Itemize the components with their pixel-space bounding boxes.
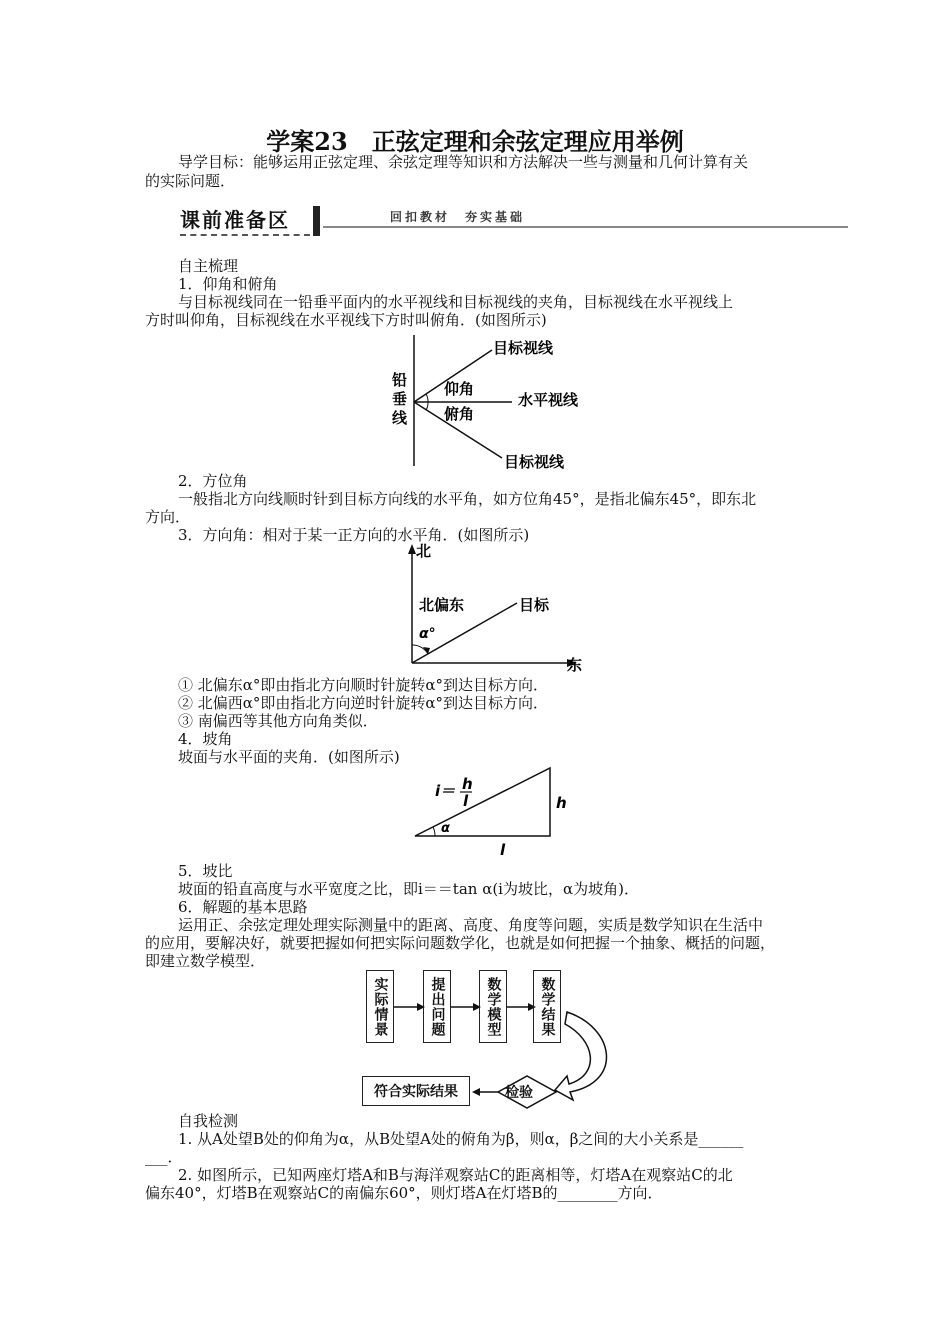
- question2-line-1: 2. 如图所示，已知两座灯塔A和B与海洋观察站C的距离相等，灯塔A在观察站C的北: [178, 1166, 733, 1184]
- east-label: 东: [567, 656, 583, 672]
- north-label: 北: [416, 542, 432, 560]
- item4-line-1: 坡面与水平面的夹角．(如图所示): [178, 748, 400, 766]
- page-title: 学案23 正弦定理和余弦定理应用举例: [266, 127, 684, 156]
- slope-ratio-i-label: i＝: [435, 782, 456, 800]
- question1-line-1: 1. 从A处望B处的仰角为α，从B处望A处的俯角为β，则α，β之间的大小关系是______: [178, 1130, 744, 1148]
- slope-ratio-numerator: h: [462, 775, 473, 793]
- goal-line-2: 的实际问题．: [145, 172, 236, 190]
- flow-box-real-situation: 实际情景: [366, 970, 394, 1043]
- item6-line-2: 的应用，要解决好，就要把握如何把实际问题数学化，也就是如何把握一个抽象、概括的问题，: [145, 934, 776, 952]
- item6-line-3: 即建立数学模型．: [145, 952, 266, 970]
- north-by-east-label: 北偏东: [419, 596, 465, 614]
- item1-line-2: 方时叫仰角，目标视线在水平视线下方时叫俯角．(如图所示): [145, 311, 547, 329]
- question2-line-2: 偏东40°，灯塔B在观察站C的南偏东60°，则灯塔A在灯塔B的________方向．: [145, 1184, 663, 1202]
- item3-point-1: ① 北偏东α°即由指北方向顺时针旋转α°到达目标方向．: [178, 676, 549, 694]
- item2-heading: 2．方位角: [178, 472, 248, 490]
- target-sightline-upper-label: 目标视线: [493, 339, 554, 357]
- target-label: 目标: [519, 596, 550, 614]
- section-heading-self-test: 自我检测: [178, 1112, 239, 1130]
- item4-heading: 4．坡角: [178, 730, 233, 748]
- flow-check-label: 检验: [505, 1085, 533, 1101]
- slope-angle-alpha-label: α: [441, 821, 450, 836]
- slope-ratio-denominator: l: [463, 792, 469, 810]
- item3-point-2: ② 北偏西α°即由指北方向逆时针旋转α°到达目标方向．: [178, 694, 549, 712]
- depression-angle-label: 俯角: [444, 405, 475, 423]
- item1-line-1: 与目标视线同在一铅垂平面内的水平视线和目标视线的夹角，目标视线在水平视线上: [178, 293, 734, 311]
- direction-angle-diagram: [395, 540, 590, 672]
- item3-point-3: ③ 南偏西等其他方向角类似．: [178, 712, 378, 730]
- banner-divider: [313, 206, 320, 236]
- vertical-label-1: 铅: [392, 371, 408, 389]
- banner-title: 课前准备区: [180, 204, 310, 236]
- goal-line-1: 导学目标：能够运用正弦定理、余弦定理等知识和方法解决一些与测量和几何计算有关: [178, 153, 749, 171]
- alpha-degree-label: α°: [419, 626, 436, 642]
- flow-box-real-result: 符合实际结果: [362, 1076, 470, 1106]
- banner-rule: [323, 226, 848, 228]
- item1-heading: 1．仰角和俯角: [178, 275, 278, 293]
- item2-line-1: 一般指北方向线顺时针到目标方向线的水平角，如方位角45°，是指北偏东45°，即东北: [178, 490, 757, 508]
- item6-line-1: 运用正、余弦定理处理实际测量中的距离、高度、角度等问题，实质是数学知识在生活中: [178, 916, 764, 934]
- item6-heading: 6．解题的基本思路: [178, 898, 308, 916]
- slope-angle-diagram: [405, 760, 580, 860]
- height-label: h: [556, 794, 567, 812]
- target-sightline-lower-label: 目标视线: [504, 453, 565, 471]
- elevation-angle-label: 仰角: [444, 380, 475, 398]
- banner-subtitle: 回扣教材 夯实基础: [390, 210, 526, 224]
- flow-box-math-model: 数学模型: [479, 970, 507, 1043]
- horizontal-sightline-label: 水平视线: [518, 391, 579, 409]
- item2-line-2: 方向．: [145, 508, 191, 526]
- length-label: l: [500, 841, 506, 859]
- flow-box-math-result: 数学结果: [533, 970, 561, 1043]
- item5-line-1: 坡面的铅直高度与水平宽度之比，即i＝＝tan α(i为坡比，α为坡角)．: [178, 880, 639, 898]
- section-heading-self-review: 自主梳理: [178, 257, 239, 275]
- elevation-depression-diagram: [380, 330, 610, 475]
- vertical-label-2: 垂: [392, 390, 408, 408]
- vertical-label-3: 线: [392, 409, 408, 427]
- flow-box-pose-problem: 提出问题: [423, 970, 451, 1043]
- item5-heading: 5．坡比: [178, 862, 233, 880]
- question1-line-2: ___．: [145, 1148, 183, 1166]
- item3-heading: 3．方向角：相对于某一正方向的水平角．(如图所示): [178, 526, 530, 544]
